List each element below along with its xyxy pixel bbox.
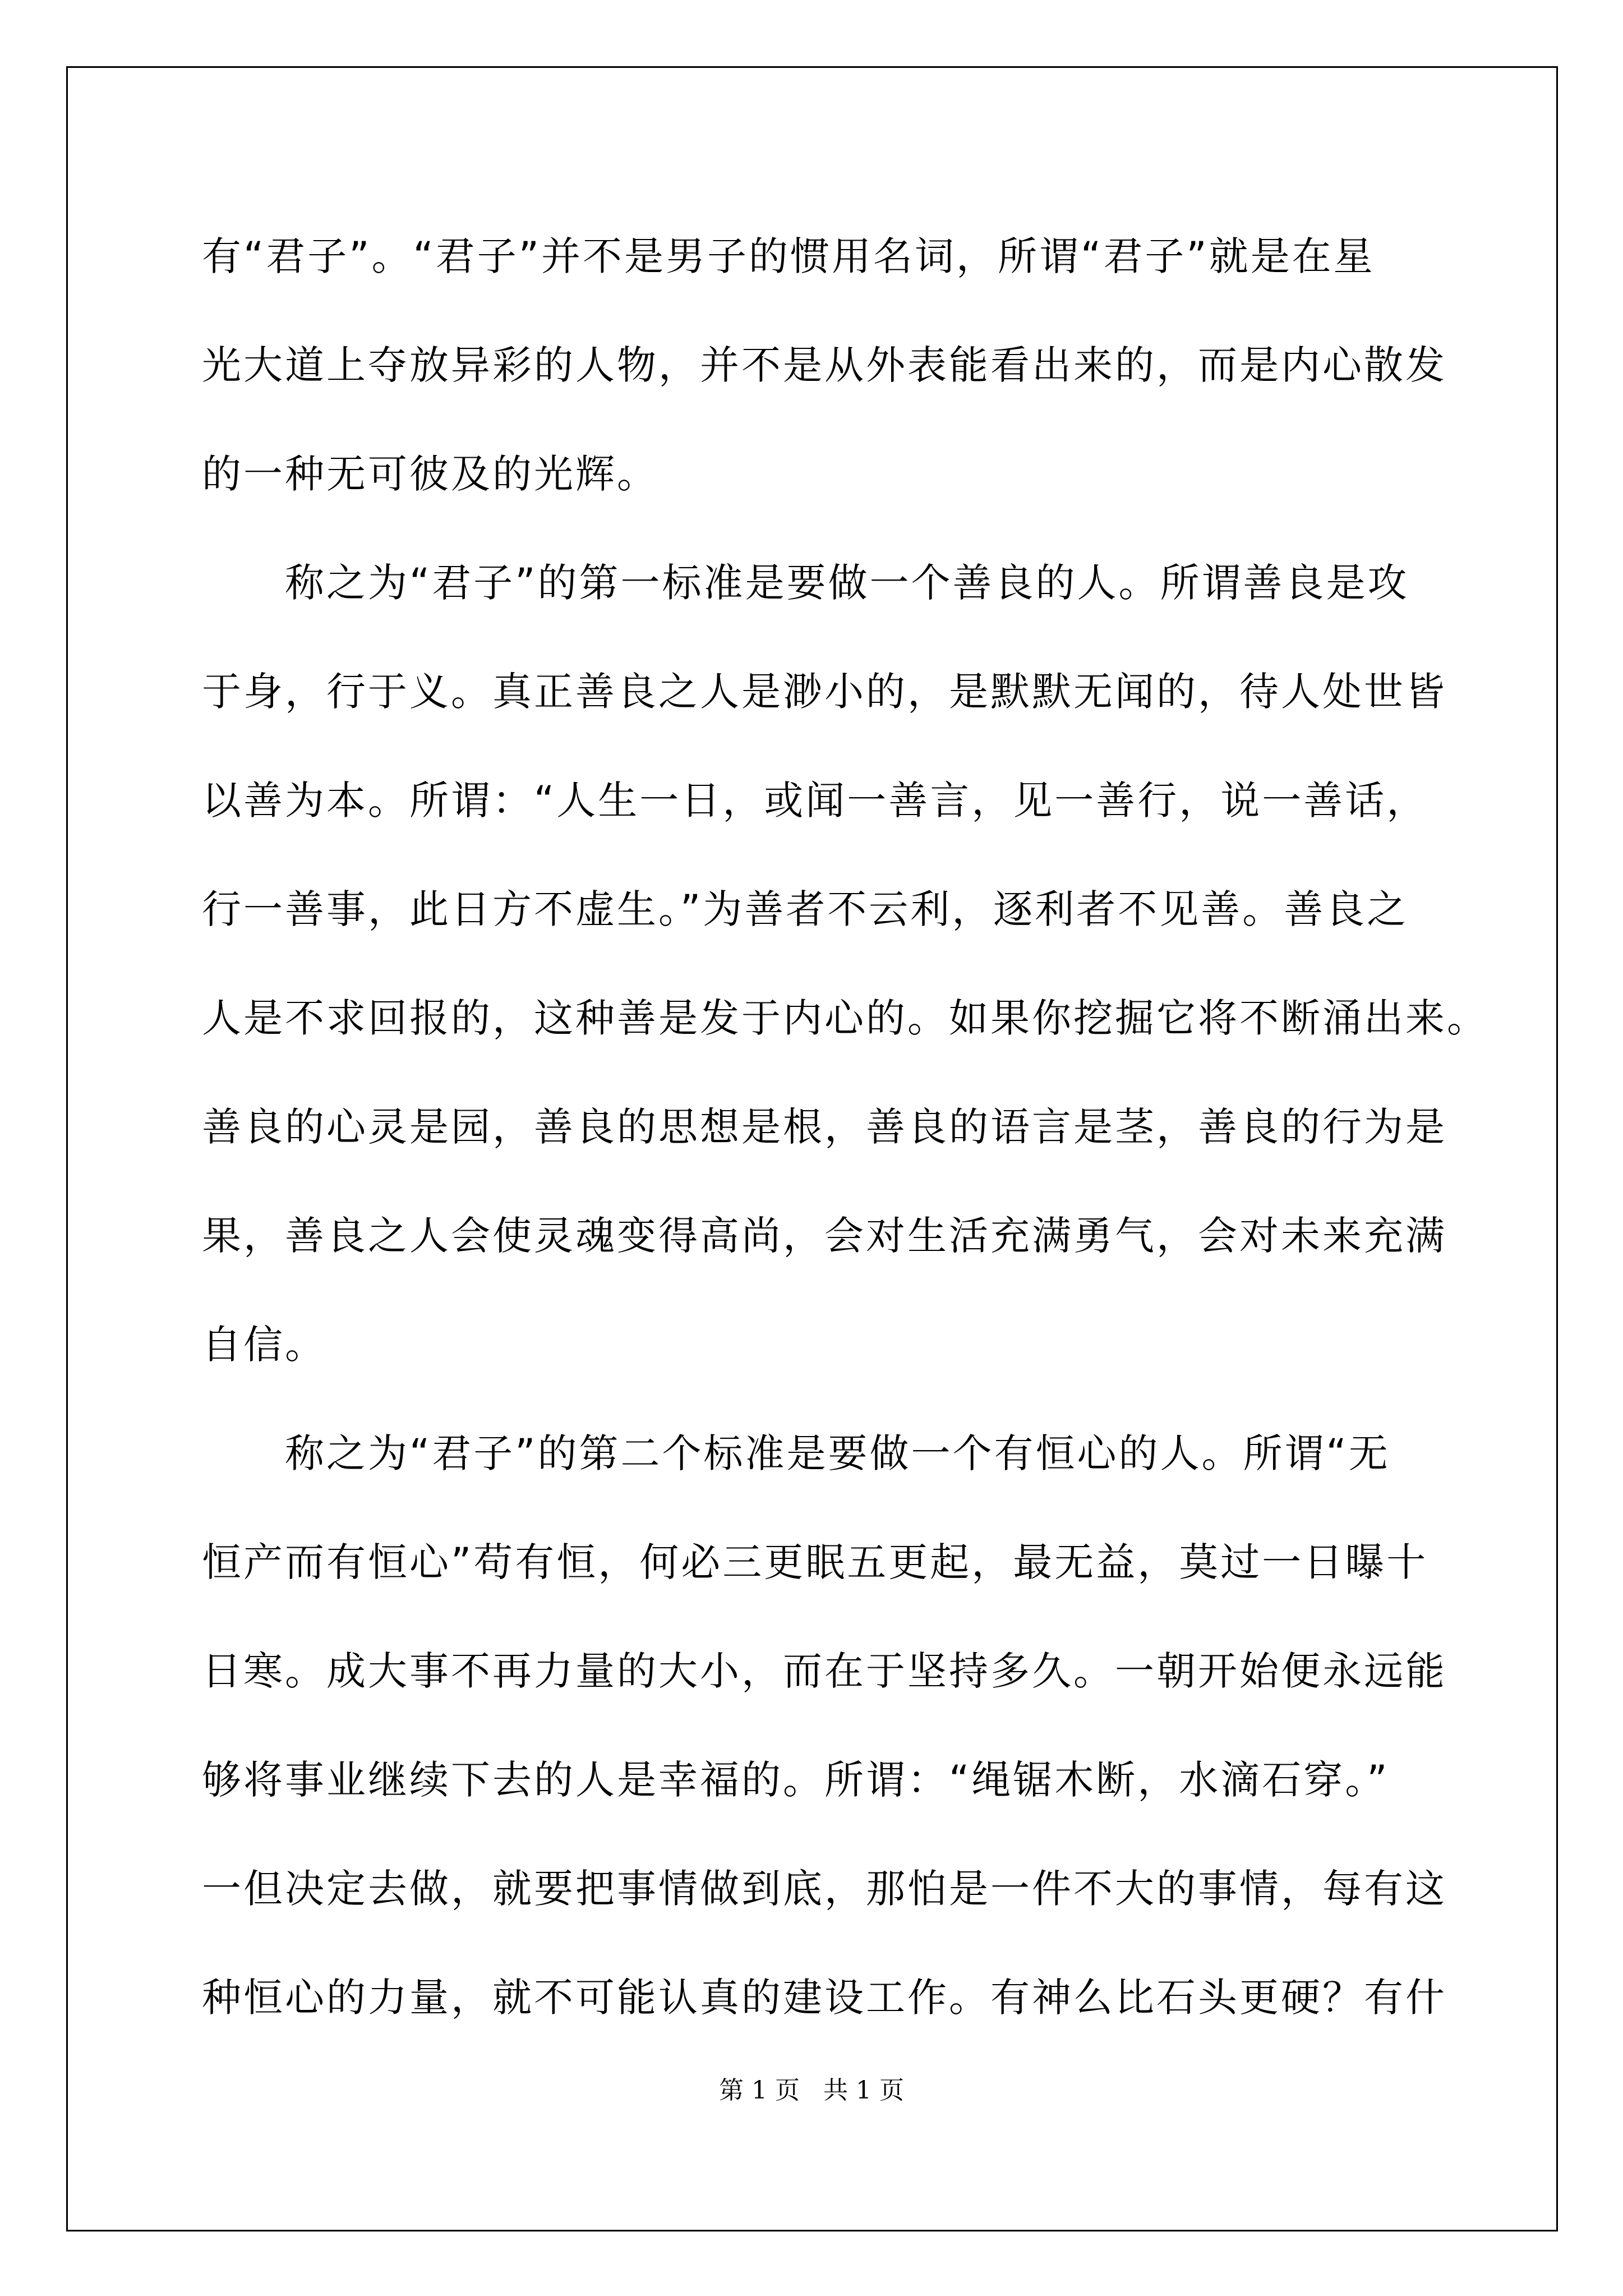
text-line: 以善为本。所谓：“人生一日，或闻一善言，见一善行，说一善话，	[202, 777, 1428, 823]
text-line: 日寒。成大事不再力量的大小，而在于坚持多久。一朝开始便永远能	[202, 1648, 1447, 1694]
paragraph-1	[202, 202, 1447, 528]
text-line: 称之为“君子”的第二个标准是要做一个有恒心的人。所谓“无	[285, 1430, 1390, 1476]
page-footer	[0, 2070, 1623, 2106]
text-line: 有“君子”。“君子”并不是男子的惯用名词，所谓“君子”就是在星	[202, 233, 1375, 279]
text-line: 称之为“君子”的第一标准是要做一个善良的人。所谓善良是攻	[285, 560, 1409, 606]
text-line: 人是不求回报的，这种善是发于内心的。如果你挖掘它将不断涌出来。	[202, 995, 1488, 1041]
text-line: 够将事业继续下去的人是幸福的。所谓：“绳锯木断，水滴石穿。”	[202, 1757, 1390, 1803]
page-total: 共 1 页	[823, 2076, 904, 2105]
text-line: 果，善良之人会使灵魂变得高尚，会对生活充满勇气，会对未来充满	[202, 1213, 1447, 1259]
page-number: 第 1 页	[719, 2076, 800, 2105]
document-body	[202, 202, 1488, 2052]
text-line: 一但决定去做，就要把事情做到底，那怕是一件不大的事情，每有这	[202, 1866, 1447, 1912]
text-line: 光大道上夺放异彩的人物，并不是从外表能看出来的，而是内心散发	[202, 342, 1447, 388]
text-line: 种恒心的力量，就不可能认真的建设工作。有神么比石头更硬？有什	[202, 1975, 1447, 2021]
paragraph-2	[202, 528, 1488, 1399]
text-line: 善良的心灵是园，善良的思想是根，善良的语言是茎，善良的行为是	[202, 1104, 1447, 1150]
text-line: 自信。	[202, 1322, 326, 1368]
text-line: 恒产而有恒心”苟有恒，何必三更眠五更起，最无益，莫过一日曝十	[202, 1539, 1428, 1585]
text-line: 行一善事，此日方不虚生。”为善者不云利，逐利者不见善。善良之	[202, 886, 1409, 932]
text-line: 于身，行于义。真正善良之人是渺小的，是默默无闻的，待人处世皆	[202, 669, 1447, 715]
paragraph-3	[202, 1399, 1447, 2052]
text-line: 的一种无可彼及的光辉。	[202, 451, 658, 497]
